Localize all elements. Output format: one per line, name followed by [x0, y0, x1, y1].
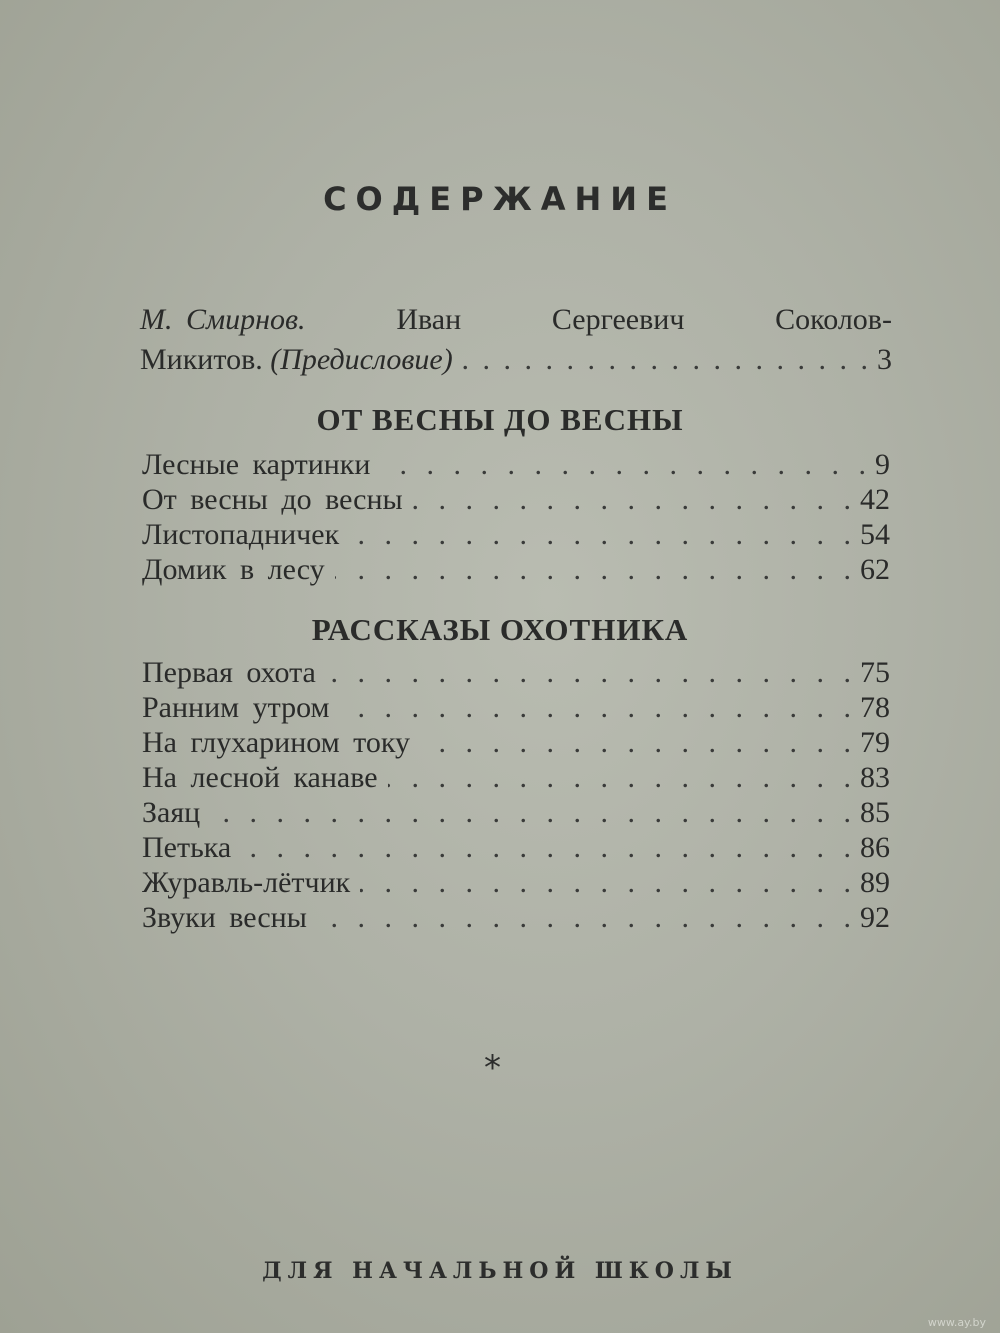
toc-row [142, 553, 890, 588]
preface-page-number: 3 [877, 343, 892, 376]
toc-label: На глухарином току [142, 726, 411, 759]
dot-leader [463, 340, 871, 380]
toc-row [142, 656, 890, 691]
toc-label: Журавль-лётчик [142, 866, 351, 899]
dot-leader [360, 866, 854, 900]
toc-page-number: 85 [860, 796, 890, 829]
toc-page-number: 86 [860, 831, 890, 864]
preface-line-2 [140, 340, 892, 380]
preface-word: Соколов- [775, 303, 892, 336]
toc-row [142, 831, 890, 866]
toc-label: От весны до весны [142, 483, 403, 516]
toc-row [142, 796, 890, 831]
toc-page-number: 62 [860, 553, 890, 586]
toc-page-number: 54 [860, 518, 890, 551]
dot-leader [317, 901, 854, 935]
dot-leader [413, 483, 854, 517]
preface-label [140, 340, 453, 380]
dot-leader [335, 553, 854, 587]
toc-label: Лесные картинки [142, 448, 371, 481]
dot-leader [349, 518, 854, 552]
section-entries [142, 656, 890, 936]
toc-page-number: 78 [860, 691, 890, 724]
toc-row [142, 761, 890, 796]
preface-note: (Предисловие) [270, 343, 453, 376]
toc-row [142, 866, 890, 901]
toc-row [142, 518, 890, 553]
series-footer: ДЛЯ НАЧАЛЬНОЙ ШКОЛЫ [262, 1258, 738, 1284]
toc-page-number: 75 [860, 656, 890, 689]
page-title: СОДЕРЖАНИЕ [323, 180, 677, 218]
preface-entry [140, 300, 892, 380]
toc-row [142, 691, 890, 726]
toc-label: Ранним утром [142, 691, 330, 724]
site-watermark: www.ay.by [927, 1316, 986, 1329]
toc-label: Петька [142, 831, 232, 864]
asterism-ornament: * [484, 1048, 501, 1088]
dot-leader [326, 656, 854, 690]
dot-leader [388, 761, 854, 795]
toc-label: Домик в лесу [142, 553, 325, 586]
toc-label: На лесной канаве [142, 761, 378, 794]
dot-leader [241, 831, 854, 865]
preface-word: Сергеевич [551, 303, 685, 336]
dot-leader [210, 796, 854, 830]
toc-page-number: 83 [860, 761, 890, 794]
toc-page-number: 42 [860, 483, 890, 516]
toc-page-number: 79 [860, 726, 890, 759]
toc-label: Звуки весны [142, 901, 307, 934]
toc-row [142, 726, 890, 761]
toc-label: Листопадничек [142, 518, 340, 551]
toc-row [142, 448, 890, 483]
preface-author: М. Смирнов. [140, 303, 306, 336]
section-entries [142, 448, 890, 588]
toc-page-number: 9 [875, 448, 890, 481]
toc-page-number: 92 [860, 901, 890, 934]
dot-leader [380, 448, 869, 482]
preface-word: Иван [396, 303, 462, 336]
toc-label: Первая охота [142, 656, 316, 689]
dot-leader [420, 726, 854, 760]
toc-row [142, 483, 890, 518]
toc-row [142, 901, 890, 936]
dot-leader [340, 691, 854, 725]
toc-label: Заяц [142, 796, 201, 829]
preface-text: Микитов. [140, 343, 263, 376]
toc-page-number: 89 [860, 866, 890, 899]
preface-line-1 [140, 300, 892, 340]
section-title: ОТ ВЕСНЫ ДО ВЕСНЫ [316, 402, 684, 437]
section-title: РАССКАЗЫ ОХОТНИКА [311, 612, 689, 647]
